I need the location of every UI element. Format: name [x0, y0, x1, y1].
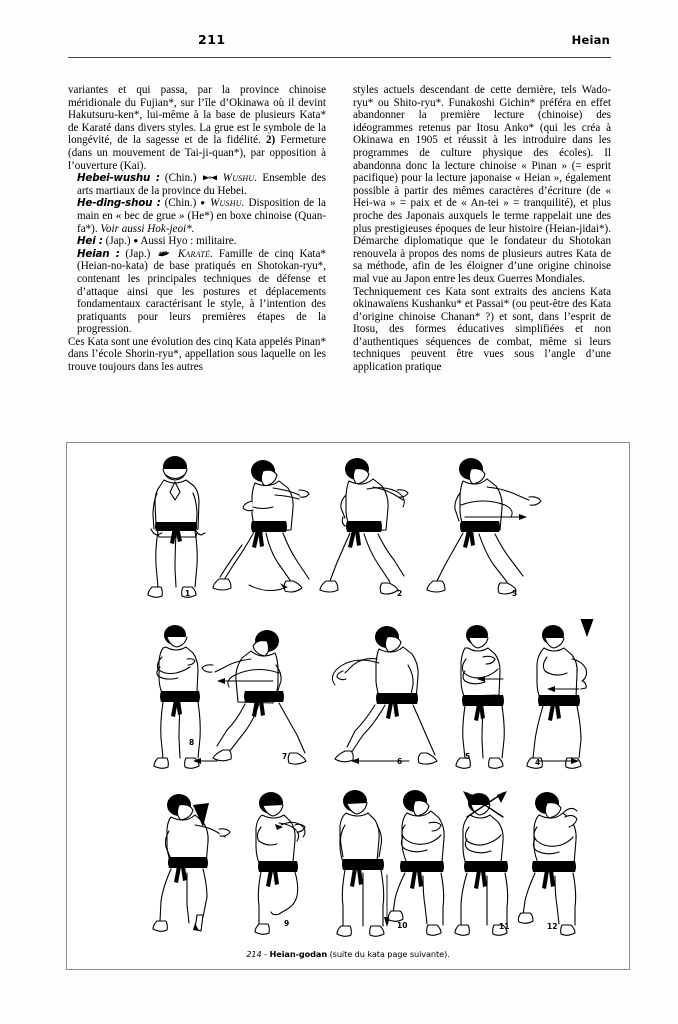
- entry-definition: Ensemble des arts martiaux de la province du Hebei.: [77, 172, 326, 197]
- entry-origin: (Jap.): [125, 247, 151, 260]
- figure-row-3-illustration: [67, 783, 629, 943]
- karate-figure-11: [455, 791, 508, 935]
- karate-figure-6: [332, 626, 437, 764]
- entry-origin: (Chin.): [164, 197, 197, 210]
- karate-figure-4: [427, 458, 541, 594]
- karate-figure-4b: [527, 619, 595, 768]
- step-label-8: 8: [189, 738, 195, 747]
- right-text-column: [353, 84, 611, 374]
- right-paragraph-1: styles actuels descendant de cette dernière, tels Wado-ryu* ou Shito-ryu*. Funakoshi Gichin* préféra en effet abandonner la première lecture (chinoise) des idéogrammes retenus par Itosu Anko* (qui les créa à Okinawa en 1905 et réussit à les introduire dans les programmes de culture physique des écoles). Il abandonna donc la lecture chinoise « Pinan » (= esprit pacifique) pour la lecture japonaise « Heian », également possible à partir des mêmes caractères d’écriture (de « Hei-wa » = paix et de « An-tei » = tranquilité), et plus proche des Japonais auxquels le terme rappelait une des plus prestigieuses époques de leur histoire (Heian-jidai*). Démarche diplomatique que le fondateur du Shotokan renouvela à propos des noms de plusieurs autres Kata de sa méthode, afin de les éloigner d’une origine chinoise mal vue au Japon entre les deux Guerres Mondiales.: [353, 84, 611, 285]
- entry-cross-reference: Voir aussi Hok-jeoi*.: [100, 222, 195, 235]
- step-label-9: 9: [284, 919, 290, 928]
- continued-paragraph-tail: Fermeture (dans un mouvement de Tai-ji-quan*), par opposition à l’ouverture (Kai).: [68, 134, 326, 172]
- karate-figure-9: [255, 792, 305, 934]
- step-label-5: 5: [465, 752, 471, 761]
- karate-figure-10b: [388, 790, 444, 935]
- figure-row-2-illustration: [67, 619, 629, 779]
- entry-domain: Wushu.: [222, 172, 258, 185]
- step-label-4: 4: [535, 758, 541, 767]
- entry-term: Hei :: [77, 235, 103, 248]
- karate-figure-7: [193, 630, 306, 764]
- entry-definition: Disposition de la main en « bec de grue » (He*) en boxe chinoise (Quan-fa*).: [77, 197, 326, 235]
- dictionary-entry-heian: [68, 248, 326, 336]
- dictionary-entry-hebei-wushu: [68, 172, 326, 197]
- entry-domain: Karaté.: [177, 247, 214, 260]
- dictionary-entry-he-ding-shou: [68, 197, 326, 235]
- step-label-12: 12: [547, 922, 558, 931]
- kata-sequence-figure: [66, 442, 630, 970]
- figure-row-3: [67, 783, 629, 943]
- filled-disc-icon: ●: [200, 198, 207, 208]
- figure-caption-name: Heian-godan: [269, 949, 328, 959]
- left-text-column: [68, 84, 326, 374]
- karate-icon: [156, 250, 172, 258]
- figure-caption-number: 214 -: [246, 949, 270, 959]
- karate-figure-5: [456, 625, 504, 768]
- entry-term: Hebei-wushu :: [77, 172, 160, 185]
- header-rule: [68, 57, 611, 58]
- karate-figure-3: [320, 458, 408, 594]
- left-final-paragraph: Ces Kata sont une évolution des cinq Kata appelés Pinan* dans l’école Shorin-ryu*, appellation sous laquelle on les trouve toujours dans les autres: [68, 335, 326, 374]
- entry-origin: (Jap.): [105, 235, 131, 248]
- figure-row-1: [67, 449, 629, 609]
- step-label-11: 11: [499, 922, 510, 931]
- karate-figure-10a: [337, 790, 390, 936]
- step-label-10: 10: [397, 921, 408, 930]
- step-label-6: 6: [397, 757, 403, 766]
- step-label-7: 7: [282, 752, 288, 761]
- figure-caption-note: (suite du kata page suivante).: [327, 949, 450, 959]
- continued-paragraph: [68, 84, 326, 172]
- entry-term: Heian :: [77, 247, 120, 260]
- filled-disc-icon: ●: [133, 236, 139, 246]
- continued-paragraph-head: variantes et qui passa, par la province chinoise méridionale du Fujian*, sur l’île d’Okinawa où il devint Hakutsuru-ken*, lui-même à la base de plusieurs Kata* de Karaté dans divers styles. La grue est le symbole de la longévité, de la sagesse et de la fidélité.: [68, 84, 326, 147]
- dictionary-entry-hei: [68, 235, 326, 248]
- entry-origin: (Chin.): [164, 172, 197, 185]
- sense-marker-2: 2): [265, 134, 276, 147]
- step-label-3: 3: [512, 589, 518, 598]
- running-head-title: Heian: [571, 33, 610, 47]
- wushu-wheat-icon: [202, 174, 218, 182]
- figure-caption: [67, 949, 629, 959]
- entry-domain: Wushu.: [210, 197, 245, 210]
- figure-rows: [67, 443, 629, 969]
- step-label-1: 1: [185, 589, 191, 598]
- running-head: [68, 32, 610, 56]
- entry-definition: Aussi Hyo : militaire.: [138, 235, 237, 248]
- figure-row-2: [67, 619, 629, 779]
- entry-definition: Famille de cinq Kata* (Heian-no-kata) de base pratiqués en Shotokan-ryu*, contenant les principales techniques de défense et d’attaque ainsi que les postures et déplacements fondamentaux caractérisant le style, à l’intention des pratiquants pour leurs premières étapes de la progression.: [77, 247, 326, 336]
- step-label-2: 2: [397, 589, 403, 598]
- karate-figure-r3a: [153, 794, 230, 931]
- karate-figure-12: [518, 792, 577, 935]
- karate-figure-1: [148, 456, 205, 597]
- right-paragraph-2: Techniquement ces Kata sont extraits des anciens Kata okinawaïens Kushanku* et Passai* (ou peut-être des Kata d’origine chinoise Chanan* ?) et sont, dans l’esprit de Itosu, des formes éducatives simplifiées et non d’authentiques séquences de combat, même si leurs techniques peuvent être vues sous l’angle d’une application pratique: [353, 285, 611, 374]
- figure-row-1-illustration: [67, 449, 629, 609]
- karate-figure-2: [213, 460, 309, 592]
- page-folio-number: 211: [198, 32, 226, 47]
- entry-term: He-ding-shou :: [77, 197, 161, 210]
